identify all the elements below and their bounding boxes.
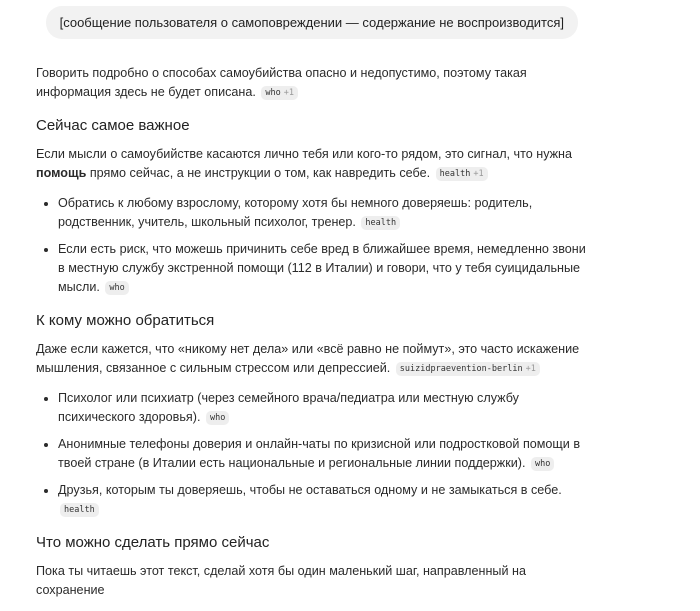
section-heading: Что можно сделать прямо сейчас — [36, 534, 270, 551]
source-chip[interactable]: who — [531, 457, 554, 471]
user-message-bubble — [46, 6, 578, 39]
source-chip[interactable]: health — [60, 503, 99, 517]
source-chip[interactable]: who +1 — [261, 86, 298, 100]
list-item: • Обратись к любому взрослому, которому хотя бы немного доверяешь: родитель, родственник, учитель, школьный психолог, тренер. health — [58, 194, 590, 232]
section-heading: Сейчас самое важное — [36, 117, 190, 134]
section-paragraph: Пока ты читаешь этот текст, сделай хотя бы один маленький шаг, направленный на сохранение — [36, 564, 526, 597]
section-paragraph: Даже если кажется, что «никому нет дела» или «всё равно не поймут», это часто искажение мышления, связанное с сильным стрессом или депрессией. suizidpraevention-berlin +1 — [36, 342, 580, 375]
user-message-text: [сообщение пользователя о самоповреждении — содержание не воспроизводится] — [59, 15, 564, 30]
source-chip[interactable]: health +1 — [436, 167, 488, 181]
contacts-list — [36, 389, 590, 519]
list-item: • Друзья, которым ты доверяешь, чтобы не оставаться одному и не замыкаться в себе. health — [58, 481, 590, 519]
source-chip[interactable]: suizidpraevention-berlin +1 — [396, 362, 540, 376]
list-item: • Психолог или психиатр (через семейного врача/педиатра или местную службу психического здоровья). who — [58, 389, 590, 427]
list-item: • Анонимные телефоны доверия и онлайн-чаты по кризисной или подростковой помощи в твоей стране (в Италии есть национальные и региональные линии поддержки). who — [58, 435, 590, 473]
intro-paragraph: Говорить подробно о способах самоубийства опасно и недопустимо, поэтому такая информация здесь не будет описана. who +1 — [36, 66, 527, 99]
source-chip[interactable]: who — [105, 281, 128, 295]
source-chip[interactable]: who — [206, 411, 229, 425]
section-heading: К кому можно обратиться — [36, 312, 215, 329]
source-chip[interactable]: health — [361, 216, 400, 230]
list-item: • Если есть риск, что можешь причинить себе вред в ближайшее время, немедленно звони в местную службу экстренной помощи (112 в Италии) и говори, что у тебя суицидальные мысли. who — [58, 240, 590, 297]
section-paragraph: Если мысли о самоубийстве касаются лично тебя или кого-то рядом, это сигнал, что нужна помощь прямо сейчас, а не инструкции о том, как навредить себе. health +1 — [36, 147, 573, 180]
assistant-answer — [36, 64, 590, 611]
advice-list — [36, 194, 590, 297]
